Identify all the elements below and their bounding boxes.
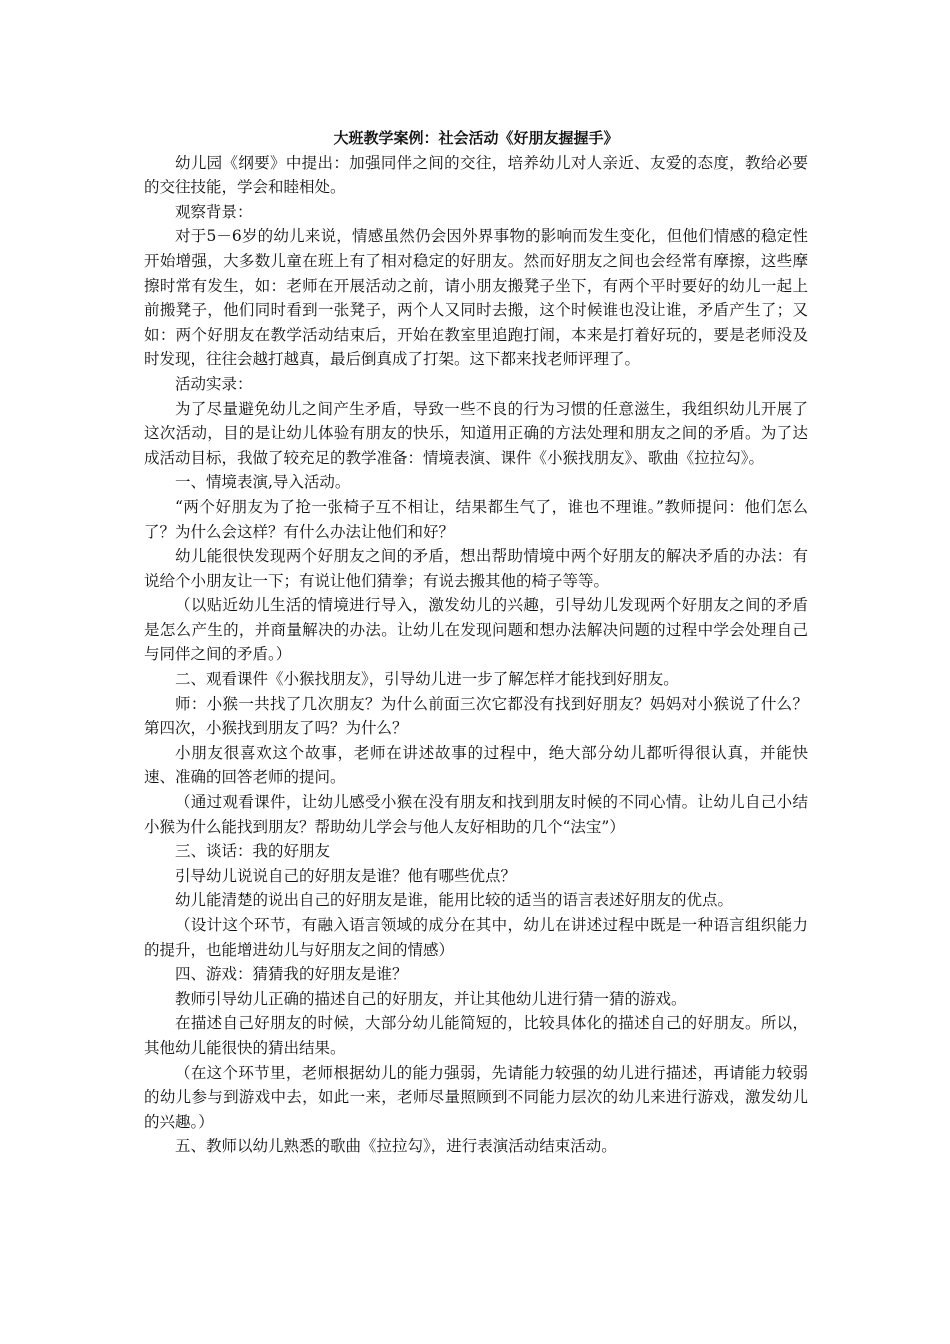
paragraph-step-3-question: 引导幼儿说说自己的好朋友是谁？他有哪些优点？ (175, 866, 517, 885)
paragraph-step-3-note: （设计这个环节，有融入语言领域的成分在其中，幼儿在讲述过程中既是一种语言组织能力的提升，也能增进幼儿与好朋友之间的情感） (144, 916, 808, 959)
paragraph-step-4-heading: 四、游戏：猜猜我的好朋友是谁？ (175, 965, 408, 984)
paragraph-step-1-note: （以贴近幼儿生活的情境进行导入，激发幼儿的兴趣，引导幼儿发现两个好朋友之间的矛盾是怎么产生的，并商量解决的办法。让幼儿在发现问题和想办法解决问题的过程中学会处理自己与同伴之间的矛盾。） (144, 596, 808, 664)
paragraph-step-4-instruction: 教师引导幼儿正确的描述自己的好朋友，并让其他幼儿进行猜一猜的游戏。 (175, 989, 687, 1008)
paragraph-observation-body: 对于5－6岁的幼儿来说，情感虽然仍会因外界事物的影响而发生变化，但他们情感的稳定性开始增强，大多数儿童在班上有了相对稳定的好朋友。然而好朋友之间也会经常有摩擦，这些摩擦时常有发生，如：老师在开展活动之前，请小朋友搬凳子坐下，有两个平时要好的幼儿一起上前搬凳子，他们同时看到一张凳子，两个人又同时去搬，这个时候谁也没让谁，矛盾产生了；又如：两个好朋友在教学活动结束后，开始在教室里追跑打闹，本来是打着好玩的，要是老师没及时发现，往往会越打越真，最后倒真成了打架。这下都来找老师评理了。 (144, 227, 808, 369)
paragraph-step-2-note: （通过观看课件，让幼儿感受小猴在没有朋友和找到朋友时候的不同心情。让幼儿自己小结小猴为什么能找到朋友？帮助幼儿学会与他人友好相助的几个“法宝”） (144, 793, 808, 836)
paragraph-step-1-question: “两个好朋友为了抢一张椅子互不相让，结果都生气了，谁也不理谁。”教师提问：他们怎么了？为什么会这样？有什么办法让他们和好？ (144, 497, 808, 541)
paragraph-step-3-response: 幼儿能清楚的说出自己的好朋友是谁，能用比较的适当的语言表述好朋友的优点。 (175, 891, 734, 910)
paragraph-step-4-response: 在描述自己好朋友的时候，大部分幼儿能简短的，比较具体化的描述自己的好朋友。所以，其他幼儿能很快的猜出结果。 (144, 1014, 808, 1057)
paragraph-step-5-heading: 五、教师以幼儿熟悉的歌曲《拉拉勾》，进行表演活动结束活动。 (175, 1137, 617, 1156)
paragraph-observation-heading: 观察背景： (175, 202, 253, 221)
paragraph-record-heading: 活动实录： (175, 374, 253, 393)
paragraph-record-body: 为了尽量避免幼儿之间产生矛盾，导致一些不良的行为习惯的任意滋生，我组织幼儿开展了这次活动，目的是让幼儿体验有朋友的快乐，知道用正确的方法处理和朋友之间的矛盾。为了达成活动目标，我做了较充足的教学准备：情境表演、课件《小猴找朋友》、歌曲《拉拉勾》。 (144, 399, 808, 467)
paragraph-step-4-note: （在这个环节里，老师根据幼儿的能力强弱，先请能力较强的幼儿进行描述，再请能力较弱的幼儿参与到游戏中去，如此一来，老师尽量照顾到不同能力层次的幼儿来进行游戏，激发幼儿的兴趣。） (144, 1063, 808, 1131)
document-title: 大班教学案例：社会活动《好朋友握握手》 (333, 129, 619, 147)
paragraph-intro: 幼儿园《纲要》中提出：加强同伴之间的交往，培养幼儿对人亲近、友爱的态度，教给必要的交往技能，学会和睦相处。 (144, 153, 808, 197)
paragraph-step-1-heading: 一、情境表演,导入活动。 (175, 473, 351, 492)
paragraph-step-1-response: 幼儿能很快发现两个好朋友之间的矛盾，想出帮助情境中两个好朋友的解决矛盾的办法：有说给个小朋友让一下；有说让他们猜拳；有说去搬其他的椅子等等。 (144, 547, 808, 590)
document-page (144, 126, 808, 1159)
paragraph-step-2-response: 小朋友很喜欢这个故事，老师在讲述故事的过程中，绝大部分幼儿都听得很认真，并能快速、准确的回答老师的提问。 (144, 743, 808, 787)
paragraph-step-2-question: 师：小猴一共找了几次朋友？为什么前面三次它都没有找到好朋友？妈妈对小猴说了什么？第四次，小猴找到朋友了吗？为什么？ (144, 694, 808, 738)
paragraph-step-3-heading: 三、谈话：我的好朋友 (175, 842, 331, 861)
paragraph-step-2-heading: 二、观看课件《小猴找朋友》，引导幼儿进一步了解怎样才能找到好朋友。 (175, 670, 679, 689)
